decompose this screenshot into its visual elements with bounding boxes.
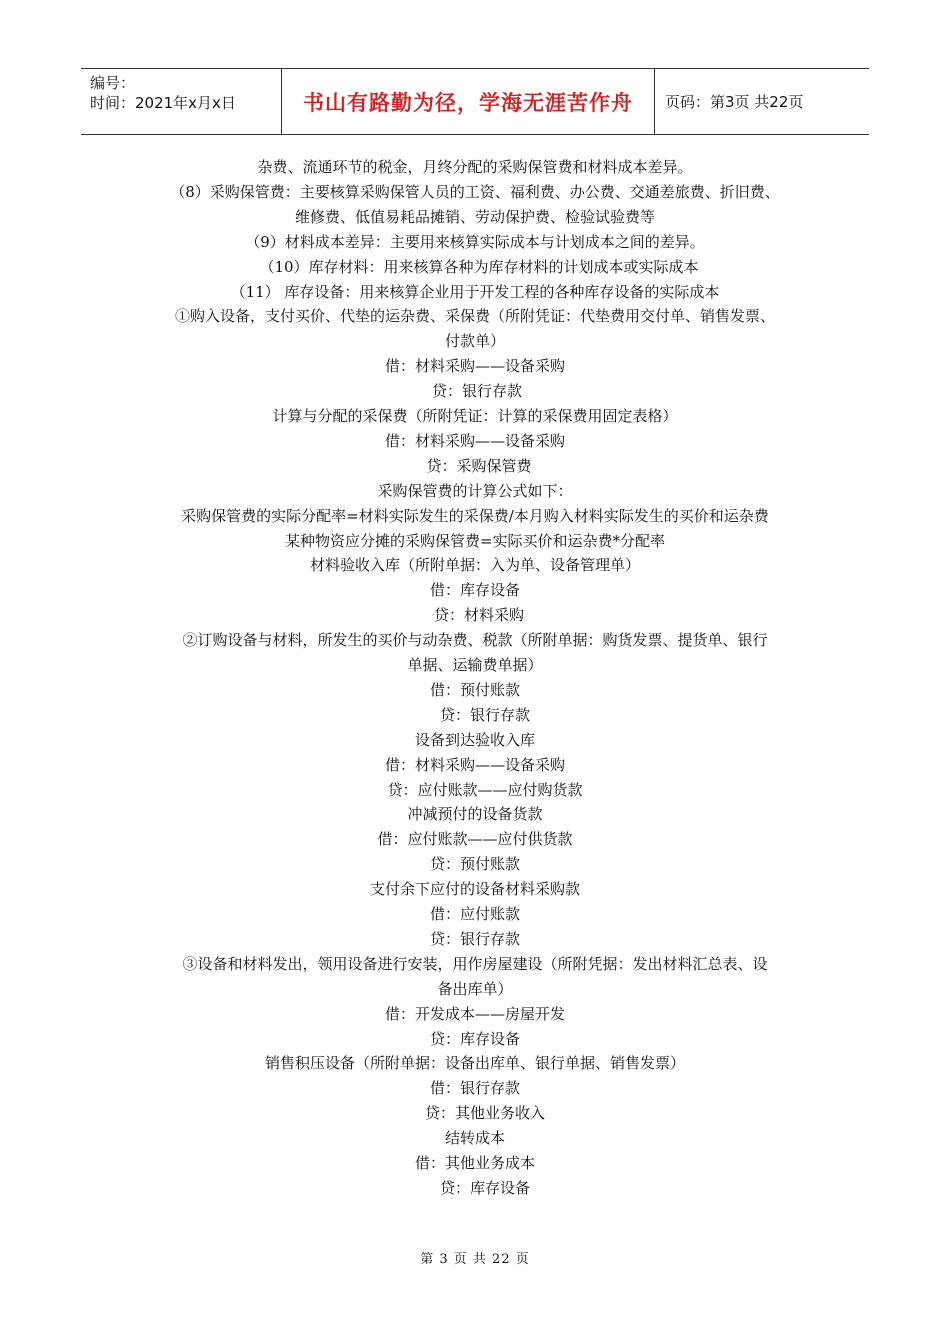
body-line: 贷：应付账款——应付购货款 — [387, 780, 583, 799]
body-line: 贷：银行存款 — [429, 929, 520, 948]
body-line: 备出库单） — [437, 979, 513, 998]
body-line: 借：其他业务成本 — [414, 1154, 535, 1172]
header-motto: 书山有路勤为径，学海无涯苦作舟 — [282, 69, 655, 134]
body-line: 设备到达验收入库 — [414, 730, 535, 749]
body-line: （11） 库存设备：用来核算企业用于开发工程的各种库存设备的实际成本 — [230, 282, 720, 301]
body-line: 贷：预付账款 — [429, 855, 520, 874]
document-number-label: 编号： — [90, 74, 136, 92]
body-line: 贷：材料采购 — [433, 606, 524, 625]
body-line: 借：开发成本——房屋开发 — [384, 1004, 565, 1023]
body-line: 材料验收入库（所附单据：入为单、设备管理单） — [309, 556, 640, 575]
page-footer: 第 3 页 共 22 页 — [420, 1252, 530, 1267]
body-line: （10）库存材料：用来核算各种为库存材料的计划成本或实际成本 — [259, 257, 699, 276]
body-line: 支付余下应付的设备材料采购款 — [369, 880, 580, 899]
body-line: 杂费、流通环节的税金，月终分配的采购保管费和材料成本差异。 — [257, 158, 693, 176]
body-line: 借：应付账款 — [429, 905, 520, 923]
header-page-info: 页码：第3页 共22页 — [665, 93, 804, 111]
body-line: 贷：采购保管费 — [426, 456, 532, 475]
body-line: 付款单） — [444, 332, 505, 351]
body-line: 借：材料采购——设备采购 — [384, 431, 565, 450]
body-line: ②订购设备与材料，所发生的买价与动杂费、税款（所附单据：购货发票、提货单、银行 — [182, 631, 768, 650]
body-line: ③设备和材料发出，领用设备进行安装，用作房屋建设（所附凭据：发出材料汇总表、设 — [182, 954, 768, 973]
body-line: 借：银行存款 — [429, 1079, 520, 1098]
body-line: 借：材料采购——设备采购 — [384, 357, 565, 376]
body-line: 贷：库存设备 — [429, 1029, 520, 1048]
body-line: 某种物资应分摊的采购保管费=实际买价和运杂费*分配率 — [284, 531, 666, 550]
body-line: 贷：库存设备 — [439, 1178, 530, 1197]
document-date-label: 时间：2021年x月x日 — [90, 94, 236, 112]
body-line: ①购入设备，支付买价、代垫的运杂费、采保费（所附凭证：代垫费用交付单、销售发票、 — [174, 307, 775, 326]
body-line: 贷：其他业务收入 — [424, 1104, 545, 1123]
body-line: 借：材料采购——设备采购 — [384, 755, 565, 774]
body-line: 借：预付账款 — [429, 680, 520, 699]
body-line: 贷：银行存款 — [439, 705, 530, 724]
body-line: 单据、运输费单据） — [407, 656, 543, 674]
body-line: （8）采购保管费：主要核算采购保管人员的工资、福利费、办公费、交通差旅费、折旧费、 — [170, 182, 780, 201]
body-line: 冲减预付的设备货款 — [407, 805, 543, 824]
body-line: 销售积压设备（所附单据：设备出库单、银行单据、销售发票） — [264, 1054, 685, 1073]
body-line: 采购保管费的实际分配率=材料实际发生的采保费/本月购入材料实际发生的买价和运杂费 — [181, 506, 769, 525]
body-line: 计算与分配的采保费（所附凭证：计算的采保费用固定表格） — [272, 407, 678, 425]
header-meta-cell — [81, 69, 282, 134]
body-line: 采购保管费的计算公式如下： — [377, 481, 573, 500]
body-line: 借：应付账款——应付供货款 — [377, 830, 573, 849]
body-line: 维修费、低值易耗品摊销、劳动保护费、检验试验费等 — [294, 207, 655, 226]
body-line: 结转成本 — [444, 1129, 505, 1148]
body-line: 借：库存设备 — [429, 581, 520, 600]
body-line: 贷：银行存款 — [431, 382, 522, 401]
document-header — [81, 68, 869, 135]
body-line: （9）材料成本差异：主要用来核算实际成本与计划成本之间的差异。 — [245, 232, 705, 251]
